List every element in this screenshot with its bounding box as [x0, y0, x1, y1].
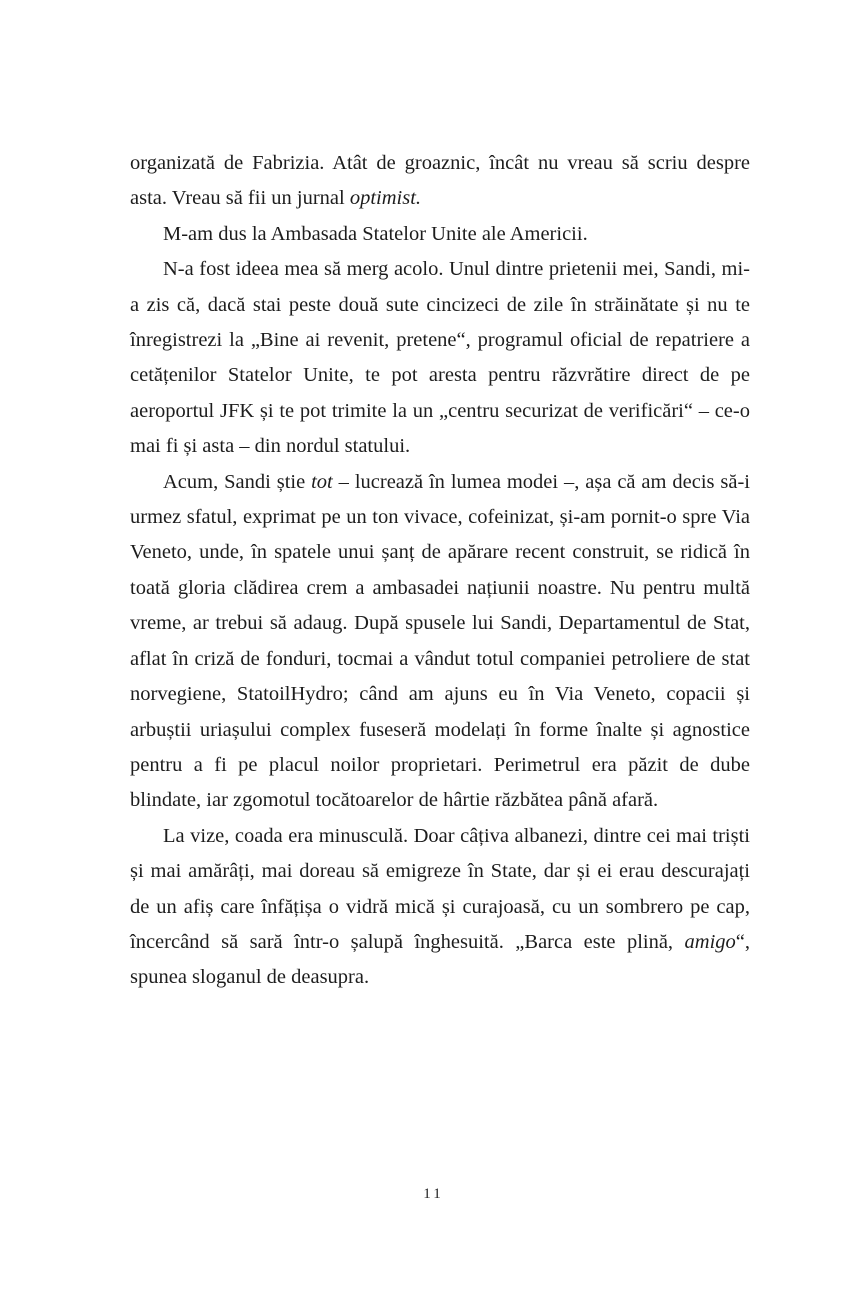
text-run: La vize, coada era minusculă. Doar câțiva albanezi, dintre cei mai triști și mai amărâți, mai doreau să emigreze în State, dar și ei erau descurajați de un afiș care înfățișa o vidră mică și curajoasă, cu un sombrero pe cap, încercând să sară într-o șalupă înghesuită. „Barca este plină, [130, 824, 750, 953]
paragraph [130, 252, 750, 464]
text-run: “, spunea sloganul de deasupra. [130, 930, 750, 989]
text-run: Acum, Sandi știe [163, 470, 312, 493]
paragraph [130, 217, 750, 252]
text-run: organizată de Fabrizia. Atât de groaznic, încât nu vreau să scriu despre asta. Vreau să fii un jurnal [130, 152, 750, 210]
text-run: M-am dus la Ambasada Statelor Unite ale Americii. [163, 222, 588, 245]
italic-text-run: tot [311, 470, 333, 493]
text-run: N-a fost ideea mea să merg acolo. Unul dintre prietenii mei, Sandi, mi-a zis că, dacă stai peste două sute cincizeci de zile în străinătate și nu te înregistrezi la „Bine ai revenit, pretene“, programul oficial de repatriere a cetățenilor Statelor Unite, te pot aresta pentru răzvrătire direct de pe aeroportul JFK și te pot trimite la un „centru securizat de verificări“ – ce-o mai fi și asta – din nordul statului. [130, 258, 750, 458]
paragraph [130, 465, 750, 819]
text-run: – lucrează în lumea modei –, așa că am decis să-i urmez sfatul, exprimat pe un ton vivace, cofeinizat, și-am pornit-o spre Via Veneto, unde, în spatele unui șanț de apărare recent construit, se ridică în toată gloria clădirea crem a ambasadei națiunii noastre. Nu pentru multă vreme, ar trebui să adaug. După spusele lui Sandi, Departamentul de Stat, aflat în criză de fonduri, tocmai a vândut totul companiei petroliere de stat norvegiene, StatoilHydro; când am ajuns eu în Via Veneto, copacii și arbuștii uriașului complex fuseseră modelați în forme înalte și agnostice pentru a fi pe placul noilor proprietari. Perimetrul era păzit de dube blindate, iar zgomotul tocătoarelor de hârtie răzbătea până afară. [130, 470, 751, 812]
paragraph [130, 146, 750, 217]
page-text-block [130, 146, 750, 996]
italic-text-run: optimist. [349, 187, 422, 210]
paragraph [130, 819, 750, 996]
page-number: 11 [423, 1186, 444, 1202]
italic-text-run: amigo [684, 930, 736, 953]
